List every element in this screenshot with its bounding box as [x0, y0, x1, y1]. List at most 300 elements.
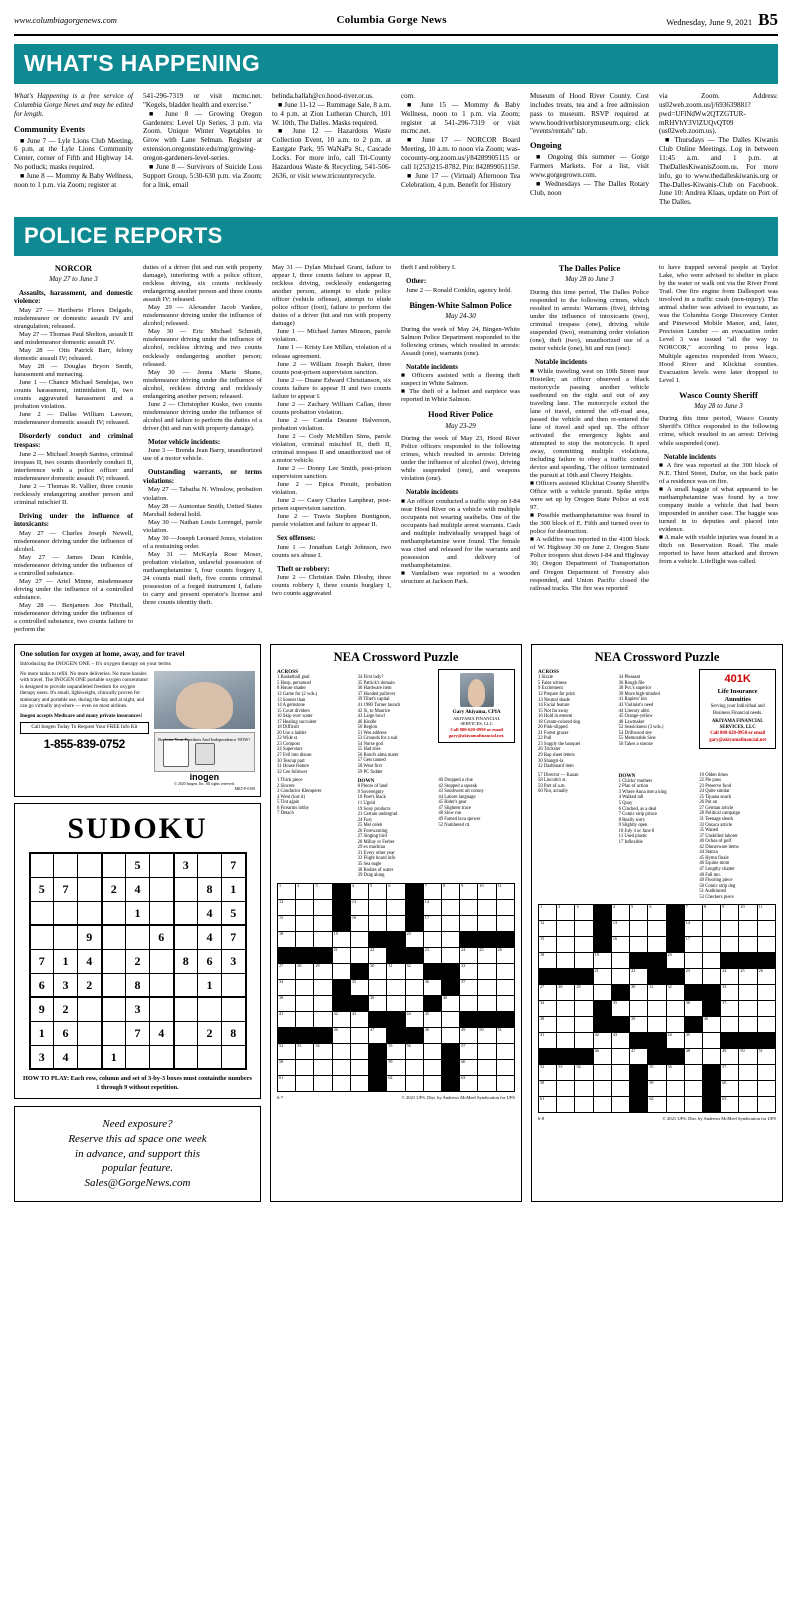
sudoku-cell[interactable]: 2 — [126, 949, 150, 973]
crossword-cell[interactable]: 11 — [757, 905, 775, 921]
sudoku-cell[interactable]: 4 — [150, 1021, 174, 1045]
sudoku-cell[interactable]: 1 — [54, 949, 78, 973]
crossword-cell[interactable]: 27 — [278, 963, 296, 979]
crossword-cell[interactable] — [739, 1065, 757, 1081]
sudoku-cell[interactable]: 3 — [30, 1045, 54, 1069]
crossword-cell[interactable] — [666, 1097, 684, 1113]
crossword-sponsor-ad[interactable] — [699, 669, 776, 769]
crossword-cell[interactable]: 51 — [757, 1049, 775, 1065]
crossword-cell[interactable]: 45 — [684, 1033, 702, 1049]
crossword-cell[interactable] — [350, 931, 368, 947]
crossword-cell[interactable]: 48 — [684, 1049, 702, 1065]
crossword-cell[interactable] — [593, 985, 611, 1001]
sudoku-cell[interactable] — [102, 997, 126, 1021]
crossword-cell[interactable]: 59 — [648, 1081, 666, 1097]
crossword-cell[interactable] — [557, 1001, 575, 1017]
crossword-cell[interactable] — [423, 1043, 441, 1059]
crossword-cell[interactable]: 30 — [369, 963, 387, 979]
crossword-cell[interactable]: 38 — [539, 1017, 557, 1033]
crossword-cell[interactable]: 27 — [539, 985, 557, 1001]
crossword-cell[interactable] — [611, 969, 629, 985]
sudoku-cell[interactable] — [198, 997, 222, 1021]
sudoku-cell[interactable] — [78, 1021, 102, 1045]
crossword-cell[interactable] — [387, 979, 405, 995]
crossword-cell[interactable] — [593, 1097, 611, 1113]
crossword-cell[interactable]: 26 — [757, 969, 775, 985]
crossword-cell[interactable]: 33 — [721, 985, 739, 1001]
crossword-cell[interactable] — [557, 921, 575, 937]
crossword-cell[interactable]: 12 — [539, 921, 557, 937]
sudoku-cell[interactable]: 9 — [30, 997, 54, 1021]
crossword-cell[interactable] — [441, 899, 459, 915]
crossword-cell[interactable]: 14 — [684, 921, 702, 937]
sudoku-cell[interactable] — [102, 853, 126, 877]
sudoku-cell[interactable] — [150, 949, 174, 973]
crossword-cell[interactable] — [369, 899, 387, 915]
crossword-cell[interactable]: 13 — [611, 921, 629, 937]
crossword-cell[interactable] — [630, 921, 648, 937]
crossword-cell[interactable] — [332, 1059, 350, 1075]
sudoku-cell[interactable] — [198, 1045, 222, 1069]
crossword-cell[interactable] — [684, 1097, 702, 1113]
crossword-cell[interactable] — [441, 947, 459, 963]
crossword-cell[interactable]: 11 — [496, 883, 514, 899]
crossword-cell[interactable] — [350, 947, 368, 963]
crossword-cell[interactable]: 53 — [296, 1043, 314, 1059]
sudoku-cell[interactable]: 8 — [174, 949, 198, 973]
crossword-cell[interactable] — [332, 1043, 350, 1059]
crossword-cell[interactable]: 5 — [369, 883, 387, 899]
sudoku-cell[interactable]: 6 — [54, 1021, 78, 1045]
crossword-cell[interactable] — [460, 915, 478, 931]
crossword-cell[interactable] — [405, 979, 423, 995]
crossword-cell[interactable] — [441, 915, 459, 931]
sudoku-cell[interactable]: 7 — [54, 877, 78, 901]
crossword-cell[interactable] — [630, 1001, 648, 1017]
crossword-cell[interactable]: 40 — [441, 995, 459, 1011]
crossword-cell[interactable]: 56 — [405, 1043, 423, 1059]
crossword-cell[interactable]: 45 — [423, 1011, 441, 1027]
sudoku-cell[interactable] — [30, 853, 54, 877]
crossword-cell[interactable]: 62 — [387, 1075, 405, 1091]
crossword-cell[interactable]: 61 — [539, 1097, 557, 1113]
crossword-cell[interactable] — [314, 915, 332, 931]
sudoku-cell[interactable] — [54, 925, 78, 949]
crossword-cell[interactable]: 6 — [648, 905, 666, 921]
crossword-cell[interactable]: 39 — [369, 995, 387, 1011]
crossword-cell[interactable] — [630, 937, 648, 953]
crossword-cell[interactable] — [739, 1081, 757, 1097]
crossword-cell[interactable]: 13 — [350, 899, 368, 915]
crossword-cell[interactable] — [575, 1017, 593, 1033]
crossword-cell[interactable] — [702, 1049, 720, 1065]
sudoku-cell[interactable] — [222, 1045, 246, 1069]
sudoku-cell[interactable] — [126, 925, 150, 949]
crossword-cell[interactable] — [350, 1043, 368, 1059]
sudoku-cell[interactable]: 2 — [198, 1021, 222, 1045]
crossword-cell[interactable]: 3 — [575, 905, 593, 921]
crossword-cell[interactable]: 53 — [557, 1065, 575, 1081]
sudoku-cell[interactable] — [30, 901, 54, 925]
crossword-cell[interactable] — [296, 1059, 314, 1075]
crossword-cell[interactable] — [757, 1065, 775, 1081]
crossword-cell[interactable] — [666, 1001, 684, 1017]
crossword-cell[interactable]: 33 — [460, 963, 478, 979]
crossword-cell[interactable] — [296, 1075, 314, 1091]
crossword-cell[interactable] — [496, 915, 514, 931]
crossword-cell[interactable]: 1 — [539, 905, 557, 921]
sudoku-cell[interactable] — [222, 973, 246, 997]
sudoku-cell[interactable] — [78, 901, 102, 925]
crossword-cell[interactable]: 49 — [721, 1049, 739, 1065]
sudoku-cell[interactable] — [54, 853, 78, 877]
crossword-cell[interactable] — [496, 1043, 514, 1059]
crossword-cell[interactable]: 29 — [575, 985, 593, 1001]
crossword-cell[interactable]: 24 — [460, 947, 478, 963]
crossword-cell[interactable] — [611, 1065, 629, 1081]
crossword-cell[interactable]: 28 — [557, 985, 575, 1001]
sudoku-cell[interactable]: 4 — [198, 901, 222, 925]
crossword-cell[interactable] — [757, 985, 775, 1001]
crossword-cell[interactable]: 51 — [496, 1027, 514, 1043]
inogen-cta[interactable] — [20, 722, 149, 734]
crossword-cell[interactable] — [611, 1049, 629, 1065]
crossword-cell[interactable] — [441, 1011, 459, 1027]
sudoku-cell[interactable] — [150, 997, 174, 1021]
crossword-cell[interactable] — [296, 931, 314, 947]
sudoku-cell[interactable] — [78, 877, 102, 901]
crossword-cell[interactable] — [721, 1017, 739, 1033]
sudoku-cell[interactable]: 6 — [150, 925, 174, 949]
sudoku-cell[interactable]: 3 — [222, 949, 246, 973]
crossword-cell[interactable]: 63 — [721, 1097, 739, 1113]
crossword-cell[interactable]: 37 — [721, 1001, 739, 1017]
crossword-cell[interactable] — [666, 1081, 684, 1097]
sudoku-cell[interactable]: 4 — [198, 925, 222, 949]
sudoku-cell[interactable] — [102, 1021, 126, 1045]
sudoku-cell[interactable] — [150, 901, 174, 925]
crossword-cell[interactable] — [314, 995, 332, 1011]
inogen-ad[interactable] — [14, 644, 261, 797]
crossword-cell[interactable]: 36 — [684, 1001, 702, 1017]
crossword-cell[interactable]: 9 — [460, 883, 478, 899]
sudoku-cell[interactable] — [174, 973, 198, 997]
sudoku-cell[interactable] — [174, 1021, 198, 1045]
crossword-cell[interactable] — [575, 953, 593, 969]
crossword-cell[interactable] — [496, 995, 514, 1011]
crossword-cell[interactable] — [702, 921, 720, 937]
crossword-cell[interactable]: 34 — [278, 979, 296, 995]
sudoku-cell[interactable]: 5 — [126, 853, 150, 877]
sudoku-cell[interactable]: 8 — [198, 877, 222, 901]
crossword-cell[interactable] — [757, 1097, 775, 1113]
crossword-cell[interactable]: 17 — [684, 937, 702, 953]
crossword-cell[interactable] — [350, 1075, 368, 1091]
crossword-cell[interactable]: 47 — [369, 1027, 387, 1043]
crossword-cell[interactable]: 43 — [611, 1033, 629, 1049]
crossword-cell[interactable]: 10 — [478, 883, 496, 899]
crossword-cell[interactable] — [314, 979, 332, 995]
crossword-cell[interactable] — [702, 953, 720, 969]
crossword-cell[interactable]: 54 — [575, 1065, 593, 1081]
crossword-cell[interactable]: 58 — [539, 1081, 557, 1097]
crossword-cell[interactable]: 46 — [332, 1027, 350, 1043]
crossword-cell[interactable]: 14 — [423, 899, 441, 915]
crossword-cell[interactable] — [369, 979, 387, 995]
sudoku-cell[interactable] — [174, 1045, 198, 1069]
crossword-cell[interactable] — [314, 899, 332, 915]
crossword-cell[interactable] — [757, 937, 775, 953]
crossword-cell[interactable]: 32 — [405, 963, 423, 979]
crossword-cell[interactable]: 36 — [423, 979, 441, 995]
crossword-cell[interactable]: 8 — [702, 905, 720, 921]
crossword-cell[interactable]: 39 — [630, 1017, 648, 1033]
crossword-cell[interactable] — [757, 921, 775, 937]
crossword-cell[interactable] — [739, 1097, 757, 1113]
crossword-cell[interactable] — [557, 1081, 575, 1097]
crossword-cell[interactable]: 31 — [648, 985, 666, 1001]
crossword-cell[interactable]: 37 — [460, 979, 478, 995]
crossword-cell[interactable]: 15 — [278, 915, 296, 931]
crossword-cell[interactable]: 1 — [278, 883, 296, 899]
house-ad-promo[interactable] — [14, 1106, 261, 1202]
crossword-cell[interactable]: 19 — [332, 931, 350, 947]
crossword-cell[interactable] — [423, 1075, 441, 1091]
crossword-cell[interactable]: 41 — [278, 1011, 296, 1027]
crossword-cell[interactable] — [460, 995, 478, 1011]
crossword-cell[interactable] — [478, 1059, 496, 1075]
sudoku-cell[interactable]: 1 — [102, 1045, 126, 1069]
crossword-cell[interactable] — [666, 1017, 684, 1033]
crossword-cell[interactable] — [557, 1097, 575, 1113]
crossword-cell[interactable]: 42 — [593, 1033, 611, 1049]
crossword-cell[interactable]: 48 — [423, 1027, 441, 1043]
crossword-cell[interactable] — [332, 963, 350, 979]
crossword-cell[interactable]: 25 — [739, 969, 757, 985]
crossword-cell[interactable]: 20 — [405, 931, 423, 947]
crossword-cell[interactable]: 22 — [630, 969, 648, 985]
crossword-cell[interactable] — [405, 995, 423, 1011]
crossword-cell[interactable]: 38 — [278, 995, 296, 1011]
crossword-cell[interactable]: 54 — [314, 1043, 332, 1059]
crossword-grid[interactable] — [277, 883, 515, 1092]
crossword-cell[interactable]: 4 — [350, 883, 368, 899]
crossword-cell[interactable] — [350, 1027, 368, 1043]
crossword-cell[interactable]: 5 — [630, 905, 648, 921]
crossword-cell[interactable]: 44 — [666, 1033, 684, 1049]
sudoku-cell[interactable] — [54, 901, 78, 925]
sudoku-cell[interactable]: 9 — [78, 925, 102, 949]
sudoku-cell[interactable] — [102, 901, 126, 925]
crossword-cell[interactable] — [296, 915, 314, 931]
crossword-cell[interactable] — [441, 1027, 459, 1043]
crossword-cell[interactable] — [557, 937, 575, 953]
crossword-cell[interactable]: 20 — [666, 953, 684, 969]
crossword-cell[interactable]: 21 — [593, 969, 611, 985]
crossword-cell[interactable]: 35 — [611, 1001, 629, 1017]
crossword-cell[interactable]: 63 — [460, 1075, 478, 1091]
sudoku-cell[interactable]: 5 — [30, 877, 54, 901]
crossword-cell[interactable] — [702, 937, 720, 953]
crossword-cell[interactable] — [611, 1097, 629, 1113]
sudoku-cell[interactable]: 4 — [126, 877, 150, 901]
crossword-cell[interactable]: 50 — [478, 1027, 496, 1043]
crossword-cell[interactable]: 52 — [539, 1065, 557, 1081]
sudoku-cell[interactable]: 3 — [126, 997, 150, 1021]
crossword-cell[interactable] — [739, 937, 757, 953]
crossword-cell[interactable] — [648, 1017, 666, 1033]
crossword-cell[interactable] — [423, 931, 441, 947]
sudoku-cell[interactable] — [126, 1045, 150, 1069]
crossword-cell[interactable] — [405, 1059, 423, 1075]
sudoku-cell[interactable]: 7 — [222, 925, 246, 949]
crossword-cell[interactable]: 18 — [278, 931, 296, 947]
crossword-cell[interactable] — [296, 1011, 314, 1027]
sudoku-cell[interactable]: 6 — [198, 949, 222, 973]
crossword-cell[interactable] — [387, 899, 405, 915]
crossword-cell[interactable]: 6 — [387, 883, 405, 899]
sudoku-cell[interactable]: 7 — [30, 949, 54, 973]
crossword-cell[interactable] — [575, 937, 593, 953]
sudoku-cell[interactable] — [174, 877, 198, 901]
crossword-grid[interactable] — [538, 904, 776, 1113]
crossword-cell[interactable]: 2 — [296, 883, 314, 899]
crossword-cell[interactable] — [757, 1017, 775, 1033]
sudoku-cell[interactable]: 7 — [126, 1021, 150, 1045]
crossword-cell[interactable]: 28 — [296, 963, 314, 979]
crossword-cell[interactable] — [757, 1081, 775, 1097]
crossword-cell[interactable] — [478, 899, 496, 915]
sudoku-cell[interactable]: 5 — [222, 901, 246, 925]
crossword-cell[interactable] — [496, 899, 514, 915]
crossword-sponsor-ad[interactable] — [438, 669, 515, 775]
crossword-cell[interactable] — [575, 1033, 593, 1049]
crossword-cell[interactable] — [441, 931, 459, 947]
crossword-cell[interactable]: 40 — [702, 1017, 720, 1033]
crossword-cell[interactable]: 7 — [684, 905, 702, 921]
inogen-phone[interactable]: 1-855-839-0752 — [43, 737, 125, 752]
crossword-cell[interactable]: 4 — [611, 905, 629, 921]
crossword-cell[interactable]: 17 — [423, 915, 441, 931]
crossword-cell[interactable] — [593, 1081, 611, 1097]
crossword-cell[interactable] — [369, 915, 387, 931]
crossword-cell[interactable]: 43 — [350, 1011, 368, 1027]
crossword-cell[interactable] — [423, 1059, 441, 1075]
sudoku-cell[interactable]: 8 — [222, 1021, 246, 1045]
sudoku-cell[interactable] — [102, 925, 126, 949]
crossword-cell[interactable]: 58 — [278, 1059, 296, 1075]
sudoku-cell[interactable]: 1 — [198, 973, 222, 997]
crossword-cell[interactable]: 25 — [478, 947, 496, 963]
crossword-cell[interactable] — [575, 1001, 593, 1017]
crossword-cell[interactable]: 42 — [332, 1011, 350, 1027]
crossword-cell[interactable] — [296, 979, 314, 995]
crossword-cell[interactable] — [648, 937, 666, 953]
sudoku-cell[interactable] — [30, 925, 54, 949]
crossword-cell[interactable] — [721, 921, 739, 937]
promo-email[interactable]: Sales@GorgeNews.com — [84, 1177, 191, 1190]
crossword-cell[interactable]: 61 — [278, 1075, 296, 1091]
crossword-cell[interactable]: 47 — [630, 1049, 648, 1065]
crossword-cell[interactable] — [332, 1075, 350, 1091]
crossword-cell[interactable] — [314, 1075, 332, 1091]
crossword-cell[interactable]: 21 — [332, 947, 350, 963]
sudoku-cell[interactable] — [78, 1045, 102, 1069]
crossword-cell[interactable]: 19 — [593, 953, 611, 969]
sudoku-cell[interactable] — [222, 997, 246, 1021]
crossword-cell[interactable] — [405, 1075, 423, 1091]
crossword-cell[interactable]: 8 — [441, 883, 459, 899]
sudoku-cell[interactable]: 2 — [102, 877, 126, 901]
crossword-cell[interactable]: 59 — [387, 1059, 405, 1075]
crossword-cell[interactable] — [721, 937, 739, 953]
crossword-cell[interactable] — [478, 979, 496, 995]
crossword-cell[interactable]: 23 — [423, 947, 441, 963]
crossword-cell[interactable]: 49 — [460, 1027, 478, 1043]
crossword-cell[interactable] — [557, 1033, 575, 1049]
crossword-cell[interactable] — [496, 1059, 514, 1075]
crossword-cell[interactable] — [575, 1097, 593, 1113]
crossword-cell[interactable]: 12 — [278, 899, 296, 915]
sudoku-cell[interactable]: 1 — [126, 901, 150, 925]
crossword-cell[interactable] — [648, 921, 666, 937]
sudoku-cell[interactable] — [174, 997, 198, 1021]
crossword-cell[interactable] — [350, 1059, 368, 1075]
crossword-cell[interactable]: 62 — [648, 1097, 666, 1113]
sudoku-cell[interactable] — [150, 853, 174, 877]
crossword-cell[interactable] — [684, 953, 702, 969]
sudoku-cell[interactable] — [102, 973, 126, 997]
crossword-cell[interactable] — [611, 1081, 629, 1097]
crossword-cell[interactable] — [478, 963, 496, 979]
crossword-cell[interactable] — [557, 953, 575, 969]
crossword-cell[interactable] — [611, 953, 629, 969]
crossword-cell[interactable]: 41 — [539, 1033, 557, 1049]
sudoku-cell[interactable]: 1 — [30, 1021, 54, 1045]
crossword-cell[interactable] — [684, 1081, 702, 1097]
crossword-cell[interactable] — [496, 979, 514, 995]
crossword-cell[interactable]: 46 — [593, 1049, 611, 1065]
crossword-cell[interactable] — [702, 1033, 720, 1049]
crossword-cell[interactable] — [739, 1001, 757, 1017]
crossword-cell[interactable] — [460, 899, 478, 915]
crossword-cell[interactable] — [496, 1075, 514, 1091]
crossword-cell[interactable]: 24 — [721, 969, 739, 985]
sudoku-cell[interactable]: 2 — [78, 973, 102, 997]
crossword-cell[interactable] — [575, 1081, 593, 1097]
crossword-cell[interactable]: 35 — [350, 979, 368, 995]
crossword-cell[interactable]: 9 — [721, 905, 739, 921]
crossword-cell[interactable] — [557, 1017, 575, 1033]
crossword-cell[interactable] — [478, 995, 496, 1011]
crossword-cell[interactable] — [478, 915, 496, 931]
sudoku-cell[interactable]: 3 — [54, 973, 78, 997]
crossword-cell[interactable] — [296, 899, 314, 915]
crossword-cell[interactable] — [739, 921, 757, 937]
crossword-cell[interactable] — [387, 915, 405, 931]
crossword-cell[interactable]: 57 — [460, 1043, 478, 1059]
crossword-cell[interactable]: 16 — [350, 915, 368, 931]
crossword-cell[interactable]: 26 — [496, 947, 514, 963]
crossword-cell[interactable]: 55 — [387, 1043, 405, 1059]
sudoku-cell[interactable]: 8 — [126, 973, 150, 997]
sudoku-cell[interactable] — [78, 997, 102, 1021]
crossword-cell[interactable]: 29 — [314, 963, 332, 979]
crossword-cell[interactable] — [575, 921, 593, 937]
sudoku-grid[interactable] — [29, 852, 247, 1070]
crossword-cell[interactable] — [702, 969, 720, 985]
crossword-cell[interactable] — [739, 1017, 757, 1033]
